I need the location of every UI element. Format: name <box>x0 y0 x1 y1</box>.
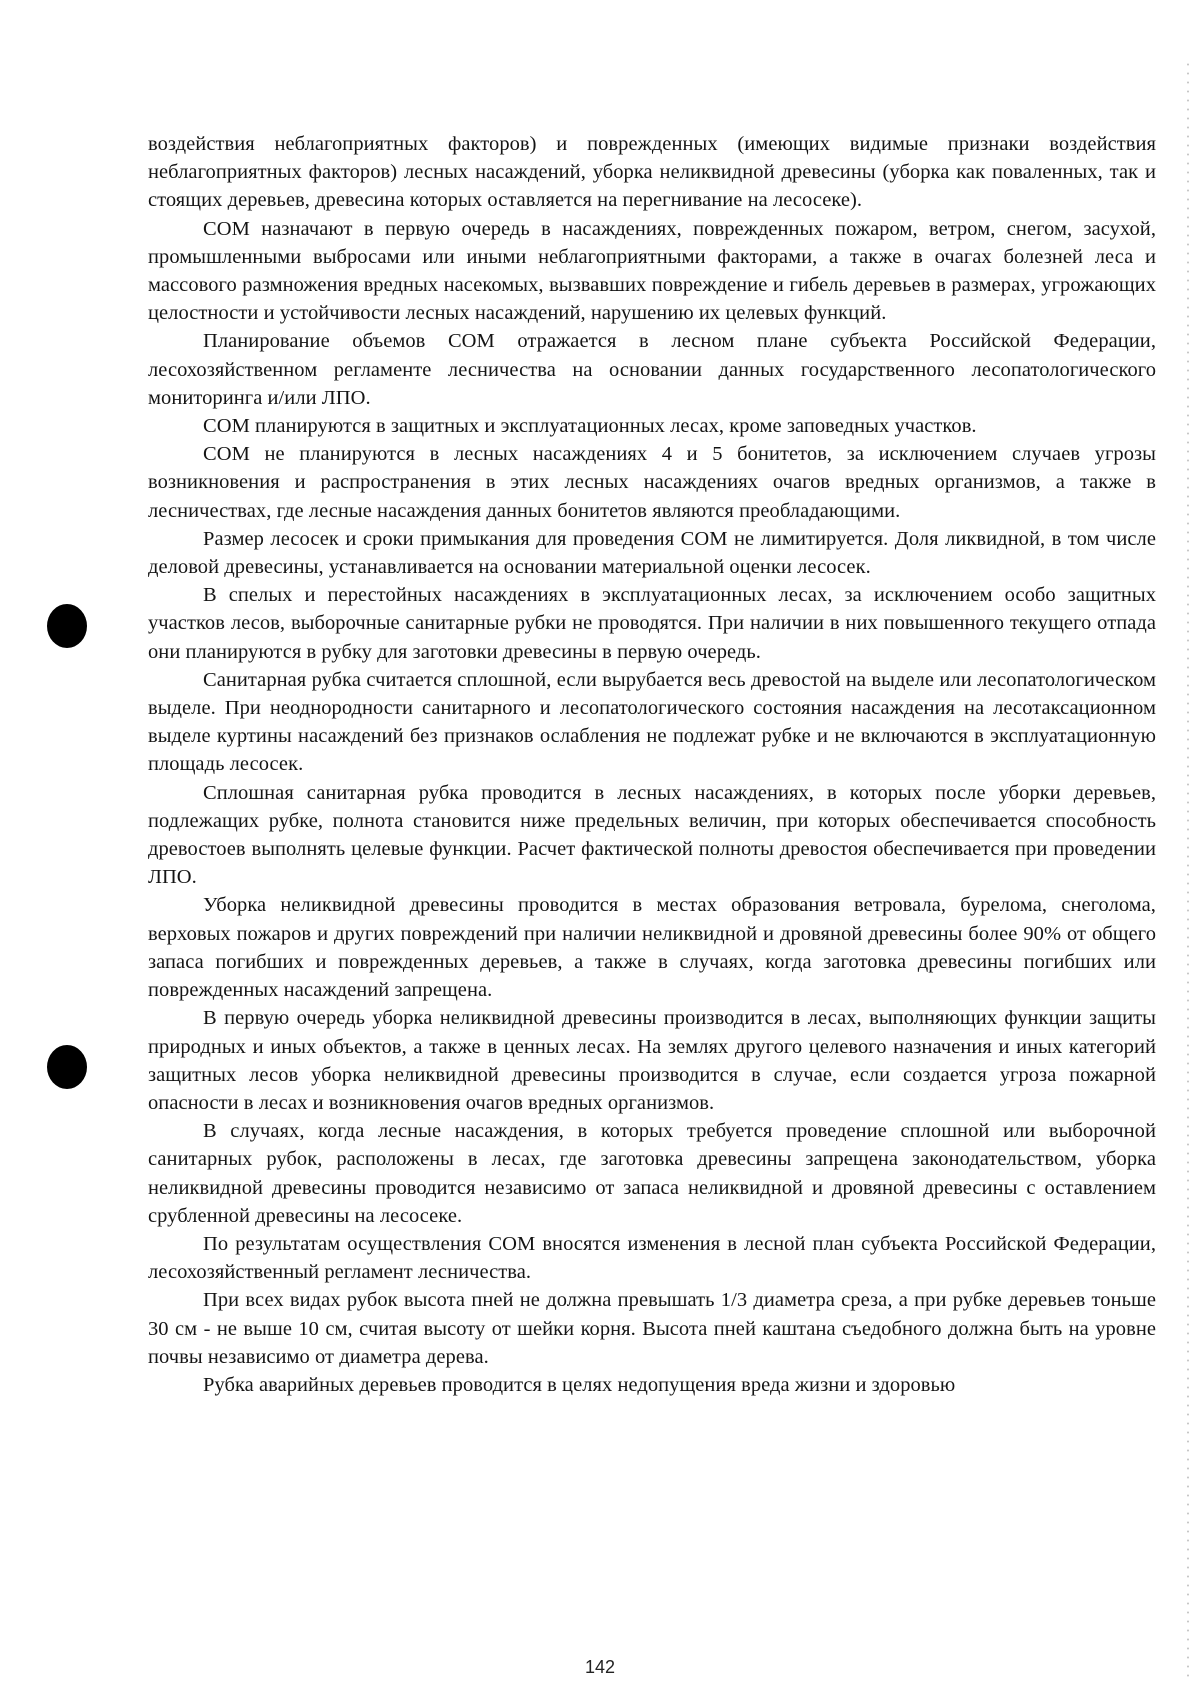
scan-edge-artifact <box>1186 60 1190 1680</box>
page-number: 142 <box>584 1657 616 1677</box>
paragraph: Сплошная санитарная рубка проводится в лесных насаждениях, в которых после уборки деревьев, подлежащих рубке, полнота становится ниже предельных величин, при которых обеспечивается способность древостоев выполнять целевые функции. Расчет фактической полноты древостоя обеспечивается при проведении ЛПО. <box>148 781 1156 889</box>
paragraph: В случаях, когда лесные насаждения, в которых требуется проведение сплошной или выборочной санитарных рубок, расположены в лесах, где заготовка древесины запрещена законодательством, уборка неликвидной древесины проводится независимо от запаса неликвидной и дровяной древесины с оставлением срубленной древесины на лесосеке. <box>148 1120 1156 1227</box>
paragraph: воздействия неблагоприятных факторов) и поврежденных (имеющих видимые признаки воздействия неблагоприятных факторов) лесных насаждений, уборка неликвидной древесины (уборка как поваленных, так и стоящих деревьев, древесина которых оставляется на перегнивание на лесосеке). <box>148 133 1156 212</box>
body-text <box>148 130 1156 1399</box>
paragraph: При всех видах рубок высота пней не должна превышать 1/3 диаметра среза, а при рубке деревьев тоньше 30 см - не выше 10 см, считая высоту от шейки корня. Высота пней каштана съедобного должна быть на уровне почвы независимо от диаметра дерева. <box>148 1289 1156 1368</box>
paragraph: СОМ назначают в первую очередь в насаждениях, поврежденных пожаром, ветром, снегом, засухой, промышленными выбросами или иными неблагоприятными факторами, а также в очагах болезней леса и массового размножения вредных насекомых, вызвавших повреждение и гибель деревьев в размерах, угрожающих целостности и устойчивости лесных насаждений, нарушению их целевых функций. <box>148 217 1156 325</box>
paragraph: Планирование объемов СОМ отражается в лесном плане субъекта Российской Федерации, лесохозяйственном регламенте лесничества на основании данных государственного лесопатологического мониторинга и/или ЛПО. <box>148 330 1156 409</box>
paragraph: Рубка аварийных деревьев проводится в целях недопущения вреда жизни и здоровью <box>203 1373 956 1396</box>
paragraph: СОМ не планируются в лесных насаждениях 4 и 5 бонитетов, за исключением случаев угрозы возникновения и распространения в этих лесных насаждениях очагов вредных организмов, а также в лесничествах, где лесные насаждения данных бонитетов являются преобладающими. <box>148 443 1156 522</box>
paragraph: В первую очередь уборка неликвидной древесины производится в лесах, выполняющих функции защиты природных и иных объектов, а также в ценных лесах. На землях другого целевого назначения и иных категорий защитных лесов уборка неликвидной древесины производится в случае, если создается угроза пожарной опасности в лесах и возникновения очагов вредных организмов. <box>148 1007 1156 1114</box>
paragraph: В спелых и перестойных насаждениях в эксплуатационных лесах, за исключением особо защитных участков лесов, выборочные санитарные рубки не проводятся. При наличии в них повышенного текущего отпада они планируются в рубку для заготовки древесины в первую очередь. <box>148 584 1156 663</box>
paragraph: СОМ планируются в защитных и эксплуатационных лесах, кроме заповедных участков. <box>203 415 977 438</box>
paragraph: По результатам осуществления СОМ вносятся изменения в лесной план субъекта Российской Федерации, лесохозяйственный регламент лесничества. <box>148 1232 1156 1284</box>
paragraph: Санитарная рубка считается сплошной, если вырубается весь древостой на выделе или лесопатологическом выделе. При неоднородности санитарного и лесопатологического состояния насаждения на лесотаксационном выделе куртины насаждений без признаков ослабления не подлежат рубке и не включаются в эксплуатационную площадь лесосек. <box>148 668 1156 776</box>
hole-punch-mark <box>47 604 87 648</box>
paragraph: Уборка неликвидной древесины проводится в местах образования ветровала, бурелома, снеголома, верховых пожаров и других повреждений при наличии неликвидной и дровяной древесины более 90% от общего запаса погибших и поврежденных деревьев, а также в случаях, когда заготовка древесины погибших или поврежденных насаждений запрещена. <box>148 894 1156 1002</box>
paragraph: Размер лесосек и сроки примыкания для проведения СОМ не лимитируется. Доля ликвидной, в том числе деловой древесины, устанавливается на основании материальной оценки лесосек. <box>148 527 1156 579</box>
hole-punch-mark <box>47 1045 87 1089</box>
